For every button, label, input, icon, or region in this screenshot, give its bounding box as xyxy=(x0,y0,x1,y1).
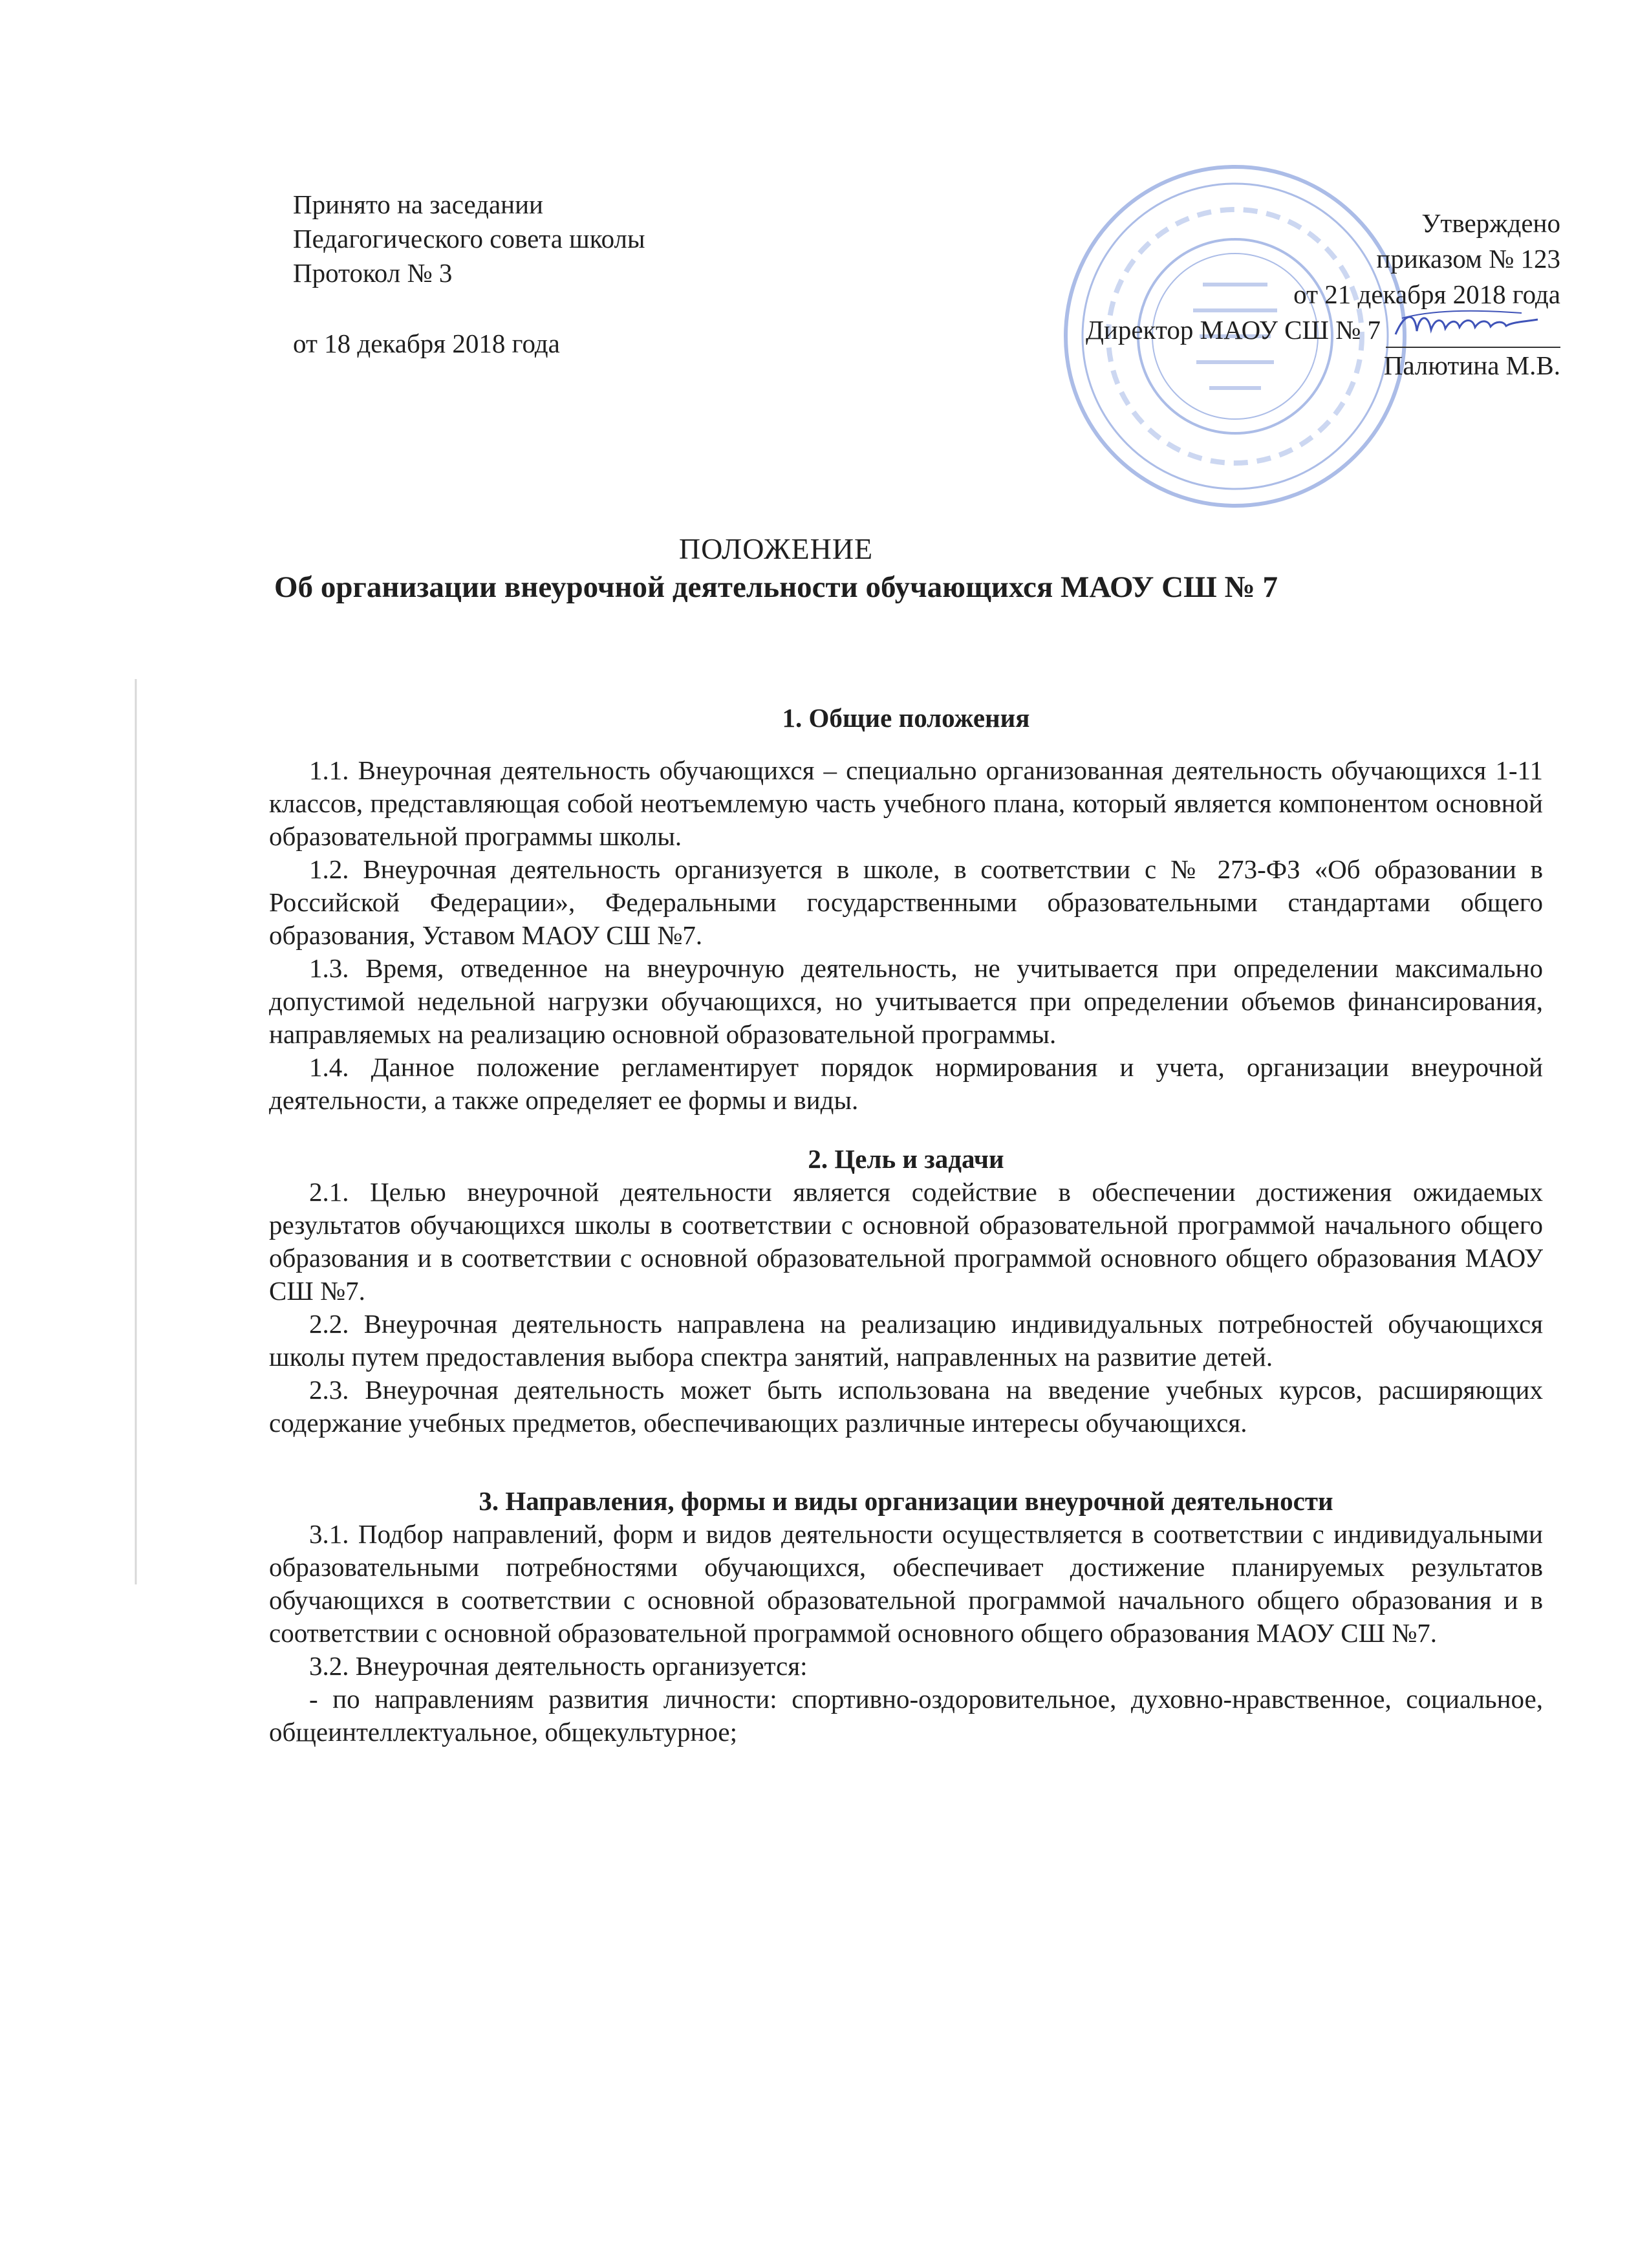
protocol-number: Протокол № 3 xyxy=(293,258,453,288)
approval-date: от 21 декабря 2018 года xyxy=(1293,279,1560,309)
signature-line xyxy=(1386,316,1560,348)
paragraph-1-2: 1.2. Внеурочная деятельность организуется в школе, в соответствии с № 273-ФЗ «Об образовании в Российской Федерации», Федеральными государственными образовательными стандартами общего образования, Уставом МАОУ СШ №7. xyxy=(269,854,1543,950)
paragraph-1-1: 1.1. Внеурочная деятельность обучающихся – специально организованная деятельность обучающихся 1-11 классов, представляющая собой неотъемлемую часть учебного плана, который является компонентом основной образовательной программы школы. xyxy=(269,755,1543,851)
adoption-line-2: Педагогического совета школы xyxy=(293,224,645,254)
paragraph-3-1: 3.1. Подбор направлений, форм и видов деятельности осуществляется в соответствии с индивидуальными образовательными потребностями обучающихся, обеспечивает достижение планируемых результатов обучающихся в соответствии с основной образовательной программой начального общего образования и в соответствии с основной образовательной программой основного общего образования МАОУ СШ №7. xyxy=(269,1519,1543,1648)
margin-mark-icon xyxy=(123,679,149,1584)
order-number: приказом № 123 xyxy=(1376,244,1560,274)
approved-label: Утверждено xyxy=(1421,208,1560,238)
director-name: Палютина М.В. xyxy=(1383,351,1560,380)
director-signature-row xyxy=(1086,312,1560,348)
section-heading-1: 1. Общие положения xyxy=(782,703,1030,733)
document-body xyxy=(269,702,1543,1749)
title-main: ПОЛОЖЕНИЕ xyxy=(678,532,874,565)
paragraph-2-2: 2.2. Внеурочная деятельность направлена на реализацию индивидуальных потребностей обучающихся школы путем предоставления выбора спектра занятий, направленных на развитие детей. xyxy=(269,1309,1543,1372)
section-heading-2: 2. Цель и задачи xyxy=(808,1144,1004,1174)
adoption-line-1: Принято на заседании xyxy=(293,189,543,219)
director-title: Директор МАОУ СШ № 7 xyxy=(1085,315,1381,345)
paragraph-3-3: - по направлениям развития личности: спортивно-оздоровительное, духовно-нравственное, социальное, общеинтеллектуальное, общекультурное; xyxy=(269,1684,1543,1747)
adoption-block xyxy=(293,188,645,361)
document-title xyxy=(233,530,1319,607)
paragraph-2-1: 2.1. Целью внеурочной деятельности является содействие в обеспечении достижения ожидаемых результатов обучающихся школы в соответствии с основной образовательной программой начального общего образования и в соответствии с основной образовательной программой основного общего образования МАОУ СШ №7. xyxy=(269,1177,1543,1306)
adoption-date: от 18 декабря 2018 года xyxy=(293,329,560,358)
paragraph-1-4: 1.4. Данное положение регламентирует порядок нормирования и учета, организации внеурочной деятельности, а также определяет ее формы и виды. xyxy=(269,1052,1543,1115)
paragraph-2-3: 2.3. Внеурочная деятельность может быть использована на введение учебных курсов, расширяющих содержание учебных предметов, обеспечивающих различные интересы обучающихся. xyxy=(269,1375,1543,1438)
title-subtitle: Об организации внеурочной деятельности обучающихся МАОУ СШ № 7 xyxy=(274,570,1278,604)
signature-icon xyxy=(1392,305,1541,344)
section-heading-3: 3. Направления, формы и виды организации внеурочной деятельности xyxy=(479,1486,1333,1516)
approval-block xyxy=(1086,206,1560,383)
paragraph-1-3: 1.3. Время, отведенное на внеурочную деятельность, не учитывается при определении максимально допустимой недельной нагрузки обучающихся, но учитывается при определении объемов финансирования, направляемых на реализацию основной образовательной программы. xyxy=(269,953,1543,1049)
paragraph-3-2: 3.2. Внеурочная деятельность организуется: xyxy=(309,1651,808,1681)
